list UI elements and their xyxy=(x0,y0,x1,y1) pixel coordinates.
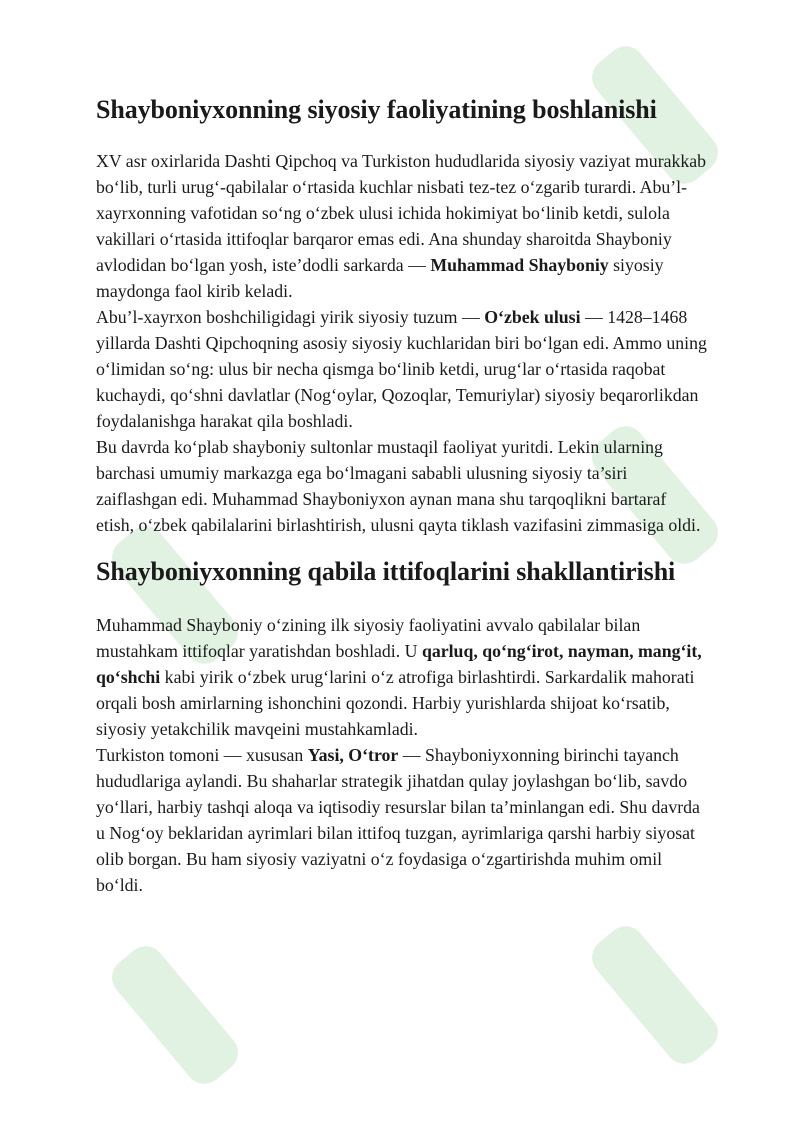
section-body xyxy=(96,148,708,538)
watermark-logo-icon xyxy=(80,920,270,1110)
paragraph xyxy=(96,742,708,898)
text-run: Abu’l-xayrxon boshchiligidagi yirik siyosiy tuzum — xyxy=(96,307,485,327)
bold-term: O‘zbek ulusi xyxy=(484,307,581,327)
section-heading: Shayboniyxonning siyosiy faoliyatining boshlanishi xyxy=(96,95,657,124)
paragraph xyxy=(96,304,708,434)
paragraph xyxy=(96,148,708,304)
text-run: Turkiston tomoni — xususan xyxy=(96,745,308,765)
text-run: Bu davrda ko‘plab shayboniy sultonlar mustaqil faoliyat yuritdi. Lekin ularning barchasi umumiy markazga ega bo‘lmagani sababli ulusning siyosiy ta’siri zaiflashgan edi. Muhammad Shayboniyxon aynan mana shu tarqoqlikni bartaraf etish, o‘zbek qabilalarini birlashtirish, ulusni qayta tiklash vazifasini zimmasiga oldi. xyxy=(96,437,701,535)
paragraph xyxy=(96,434,708,538)
text-run: XV asr oxirlarida Dashti Qipchoq va Turkiston hududlarida siyosiy vaziyat murakkab bo‘lib, turli urug‘-qabilalar o‘rtasida kuchlar nisbati tez-tez o‘zgarib turardi. Abu’l-xayrxonning vafotidan so‘ng o‘zbek ulusi ichida hokimiyat bo‘linib ketdi, sulola vakillari o‘rtasida ittifoqlar barqaror emas edi. Ana shunday sharoitda Shayboniy avlodidan bo‘lgan yosh, iste’dodli sarkarda — xyxy=(96,151,707,275)
section-heading: Shayboniyxonning qabila ittifoqlarini shakllantirishi xyxy=(96,557,676,586)
text-run: kabi yirik o‘zbek urug‘larini o‘z atrofiga birlashtirdi. Sarkardalik mahorati orqali bosh amirlarning ishonchini qozondi. Harbiy yurishlarda shijoat ko‘rsatib, siyosiy yetakchilik mavqeini mustahkamladi. xyxy=(96,667,695,739)
bold-term: qarluq, qo‘ng‘irot, nayman, mang‘it, qo‘shchi xyxy=(96,641,702,687)
text-run: siyosiy maydonga faol kirib keladi. xyxy=(96,255,664,301)
paragraph xyxy=(96,612,708,742)
bold-term: Yasi, O‘tror xyxy=(307,745,399,765)
section-body xyxy=(96,612,708,898)
watermark-logo-icon xyxy=(560,900,750,1090)
text-run: — 1428–1468 yillarda Dashti Qipchoqning asosiy siyosiy kuchlaridan biri bo‘lgan edi. Ammo uning o‘limidan so‘ng: ulus bir necha qismga bo‘linib ketdi, urug‘lar o‘rtasida raqobat kuchaydi, qo‘shni davlatlar (Nog‘oylar, Qozoqlar, Temuriylar) siyosiy beqarorlikdan foydalanishga harakat qila boshladi. xyxy=(96,307,707,431)
document-page xyxy=(96,88,708,898)
text-run: — Shayboniyxonning birinchi tayanch hududlariga aylandi. Bu shaharlar strategik jihatdan qulay joylashgan bo‘lib, savdo yo‘llari, harbiy tashqi aloqa va iqtisodiy resurslar bilan ta’minlangan edi. Shu davrda u Nog‘oy beklaridan ayrimlari bilan ittifoq tuzgan, ayrimlariga qarshi harbiy siyosat olib borgan. Bu ham siyosiy vaziyatni o‘z foydasiga o‘zgartirishda muhim omil bo‘ldi. xyxy=(96,745,700,895)
text-run: Muhammad Shayboniy o‘zining ilk siyosiy faoliyatini avvalo qabilalar bilan mustahkam ittifoqlar yaratishdan boshladi. U xyxy=(96,615,641,661)
bold-term: Muhammad Shayboniy xyxy=(430,255,609,275)
